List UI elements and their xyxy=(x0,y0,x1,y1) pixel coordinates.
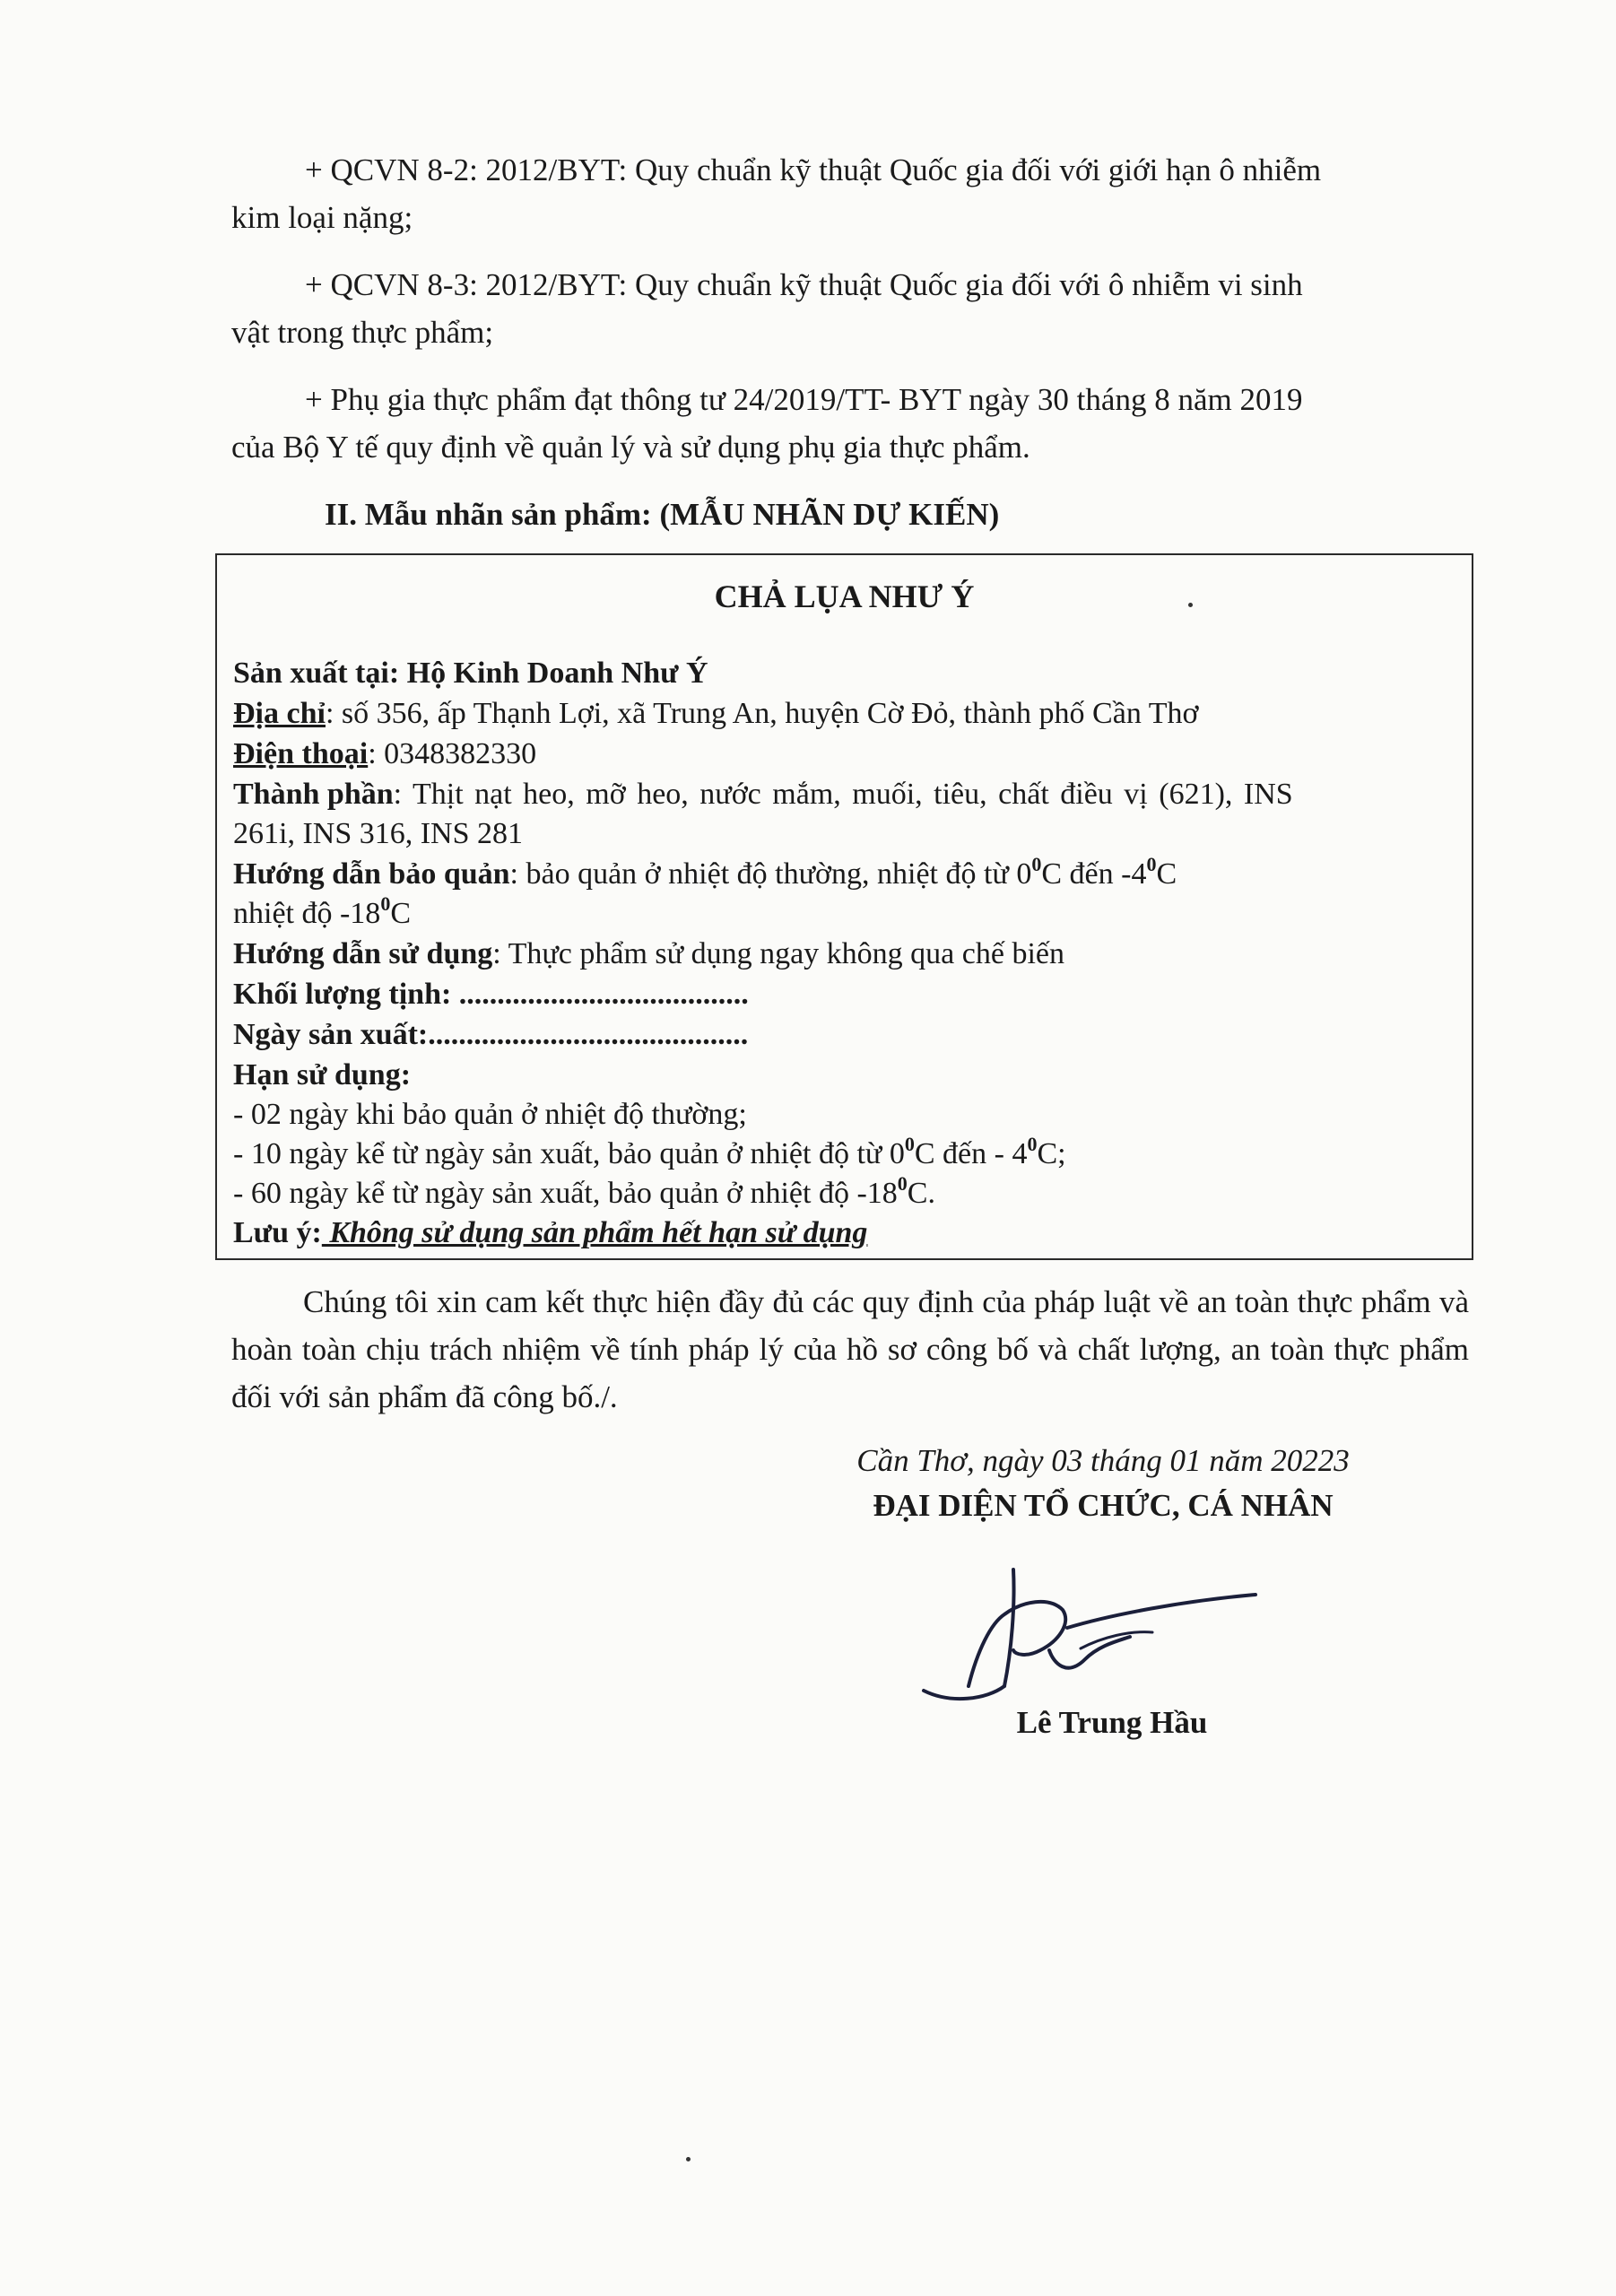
section-heading: II. Mẫu nhãn sản phẩm: (MẪU NHÃN DỰ KIẾN) xyxy=(325,497,1000,532)
standard-item-2-line-1: + QCVN 8-3: 2012/BYT: Quy chuẩn kỹ thuật Quốc gia đối với ô nhiễm vi sinh xyxy=(305,267,1303,302)
note-line xyxy=(233,1213,867,1253)
product-label-box xyxy=(215,553,1473,1260)
handwritten-signature xyxy=(915,1552,1291,1713)
standard-item-2-line-2: vật trong thực phẩm; xyxy=(231,315,494,350)
storage-value-a: : bảo quản ở nhiệt độ thường, nhiệt độ từ 0 xyxy=(509,857,1032,891)
storage-label: Hướng dẫn bảo quản xyxy=(233,857,510,891)
mfg-date-line: Ngày sản xuất:.......................................... xyxy=(233,1018,749,1051)
usage-line xyxy=(233,935,1064,974)
degree-mark: 0 xyxy=(380,892,391,915)
producer-value: : Hộ Kinh Doanh Như Ý xyxy=(388,657,708,690)
storage-value-c: C xyxy=(1156,857,1177,891)
product-name: CHẢ LỤA NHƯ Ý xyxy=(714,578,975,614)
degree-mark: 0 xyxy=(897,1172,908,1195)
storage-value-b: C đến -4 xyxy=(1041,857,1147,891)
degree-mark: 0 xyxy=(1027,1133,1038,1155)
address-label: Địa chỉ xyxy=(233,697,326,730)
address-value: : số 356, ấp Thạnh Lợi, xã Trung An, huyện Cờ Đỏ, thành phố Cần Thơ xyxy=(325,697,1199,730)
note-label: Lưu ý: xyxy=(233,1216,322,1249)
producer-label: Sản xuất tại xyxy=(233,657,389,690)
place-date: Cần Thơ, ngày 03 tháng 01 năm 20223 xyxy=(856,1443,1350,1478)
commitment-text: Chúng tôi xin cam kết thực hiện đầy đủ các quy định của pháp luật về an toàn thực phẩm và hoàn toàn chịu trách nhiệm về tính pháp lý của hồ sơ công bố và chất lượng, an toàn thực phẩm đối với sản phẩm đã công bố./. xyxy=(231,1284,1469,1414)
storage-line xyxy=(233,855,1177,894)
degree-mark: 0 xyxy=(904,1133,915,1155)
scan-speck xyxy=(1188,603,1193,607)
standard-item-3-line-2: của Bộ Y tế quy định về quản lý và sử dụng phụ gia thực phẩm. xyxy=(231,430,1030,465)
ingredients-line-2: 261i, INS 316, INS 281 xyxy=(233,817,524,850)
expiry-label: Hạn sử dụng: xyxy=(233,1058,412,1091)
expiry-item-3a: - 60 ngày kể từ ngày sản xuất, bảo quản ở nhiệt độ -18 xyxy=(233,1177,898,1210)
address-line xyxy=(233,694,1198,734)
standard-item-1-line-1: + QCVN 8-2: 2012/BYT: Quy chuẩn kỹ thuật Quốc gia đối với giới hạn ô nhiễm xyxy=(305,152,1322,187)
expiry-item-2c: C; xyxy=(1037,1137,1066,1170)
phone-value: : 0348382330 xyxy=(368,737,537,770)
expiry-item-1: - 02 ngày khi bảo quản ở nhiệt độ thường; xyxy=(233,1098,747,1131)
storage-value-2a: nhiệt độ -18 xyxy=(233,897,381,930)
commitment-paragraph xyxy=(231,1278,1469,1421)
ingredients-line xyxy=(233,775,1457,814)
degree-mark: 0 xyxy=(1146,853,1157,875)
ingredients-label: Thành phần xyxy=(233,778,394,811)
expiry-item-3b: C. xyxy=(907,1177,935,1210)
storage-line-2 xyxy=(233,894,411,934)
usage-label: Hướng dẫn sử dụng xyxy=(233,937,493,970)
expiry-item-2 xyxy=(233,1135,1066,1174)
expiry-item-2b: C đến - 4 xyxy=(914,1137,1028,1170)
note-value: Không sử dụng sản phẩm hết hạn sử dụng xyxy=(321,1216,868,1249)
phone-line xyxy=(233,735,536,774)
scan-speck xyxy=(686,2157,691,2161)
standard-item-3-line-1: + Phụ gia thực phẩm đạt thông tư 24/2019/TT- BYT ngày 30 tháng 8 năm 2019 xyxy=(305,382,1303,417)
storage-value-2b: C xyxy=(390,897,411,930)
usage-value: : Thực phẩm sử dụng ngay không qua chế biến xyxy=(492,937,1064,970)
signer-role: ĐẠI DIỆN TỔ CHỨC, CÁ NHÂN xyxy=(873,1488,1334,1523)
expiry-item-3 xyxy=(233,1174,935,1213)
producer-line xyxy=(233,654,708,693)
phone-label: Điện thoại xyxy=(233,737,369,770)
signer-name: Lê Trung Hầu xyxy=(1016,1705,1208,1740)
ingredients-value: : Thịt nạt heo, mỡ heo, nước mắm, muối, tiêu, chất điều vị (621), INS xyxy=(393,778,1293,811)
net-weight-line: Khối lượng tịnh: ...................................... xyxy=(233,978,749,1011)
expiry-item-2a: - 10 ngày kể từ ngày sản xuất, bảo quản ở nhiệt độ từ 0 xyxy=(233,1137,905,1170)
degree-mark: 0 xyxy=(1031,853,1042,875)
standard-item-1-line-2: kim loại nặng; xyxy=(231,200,413,235)
